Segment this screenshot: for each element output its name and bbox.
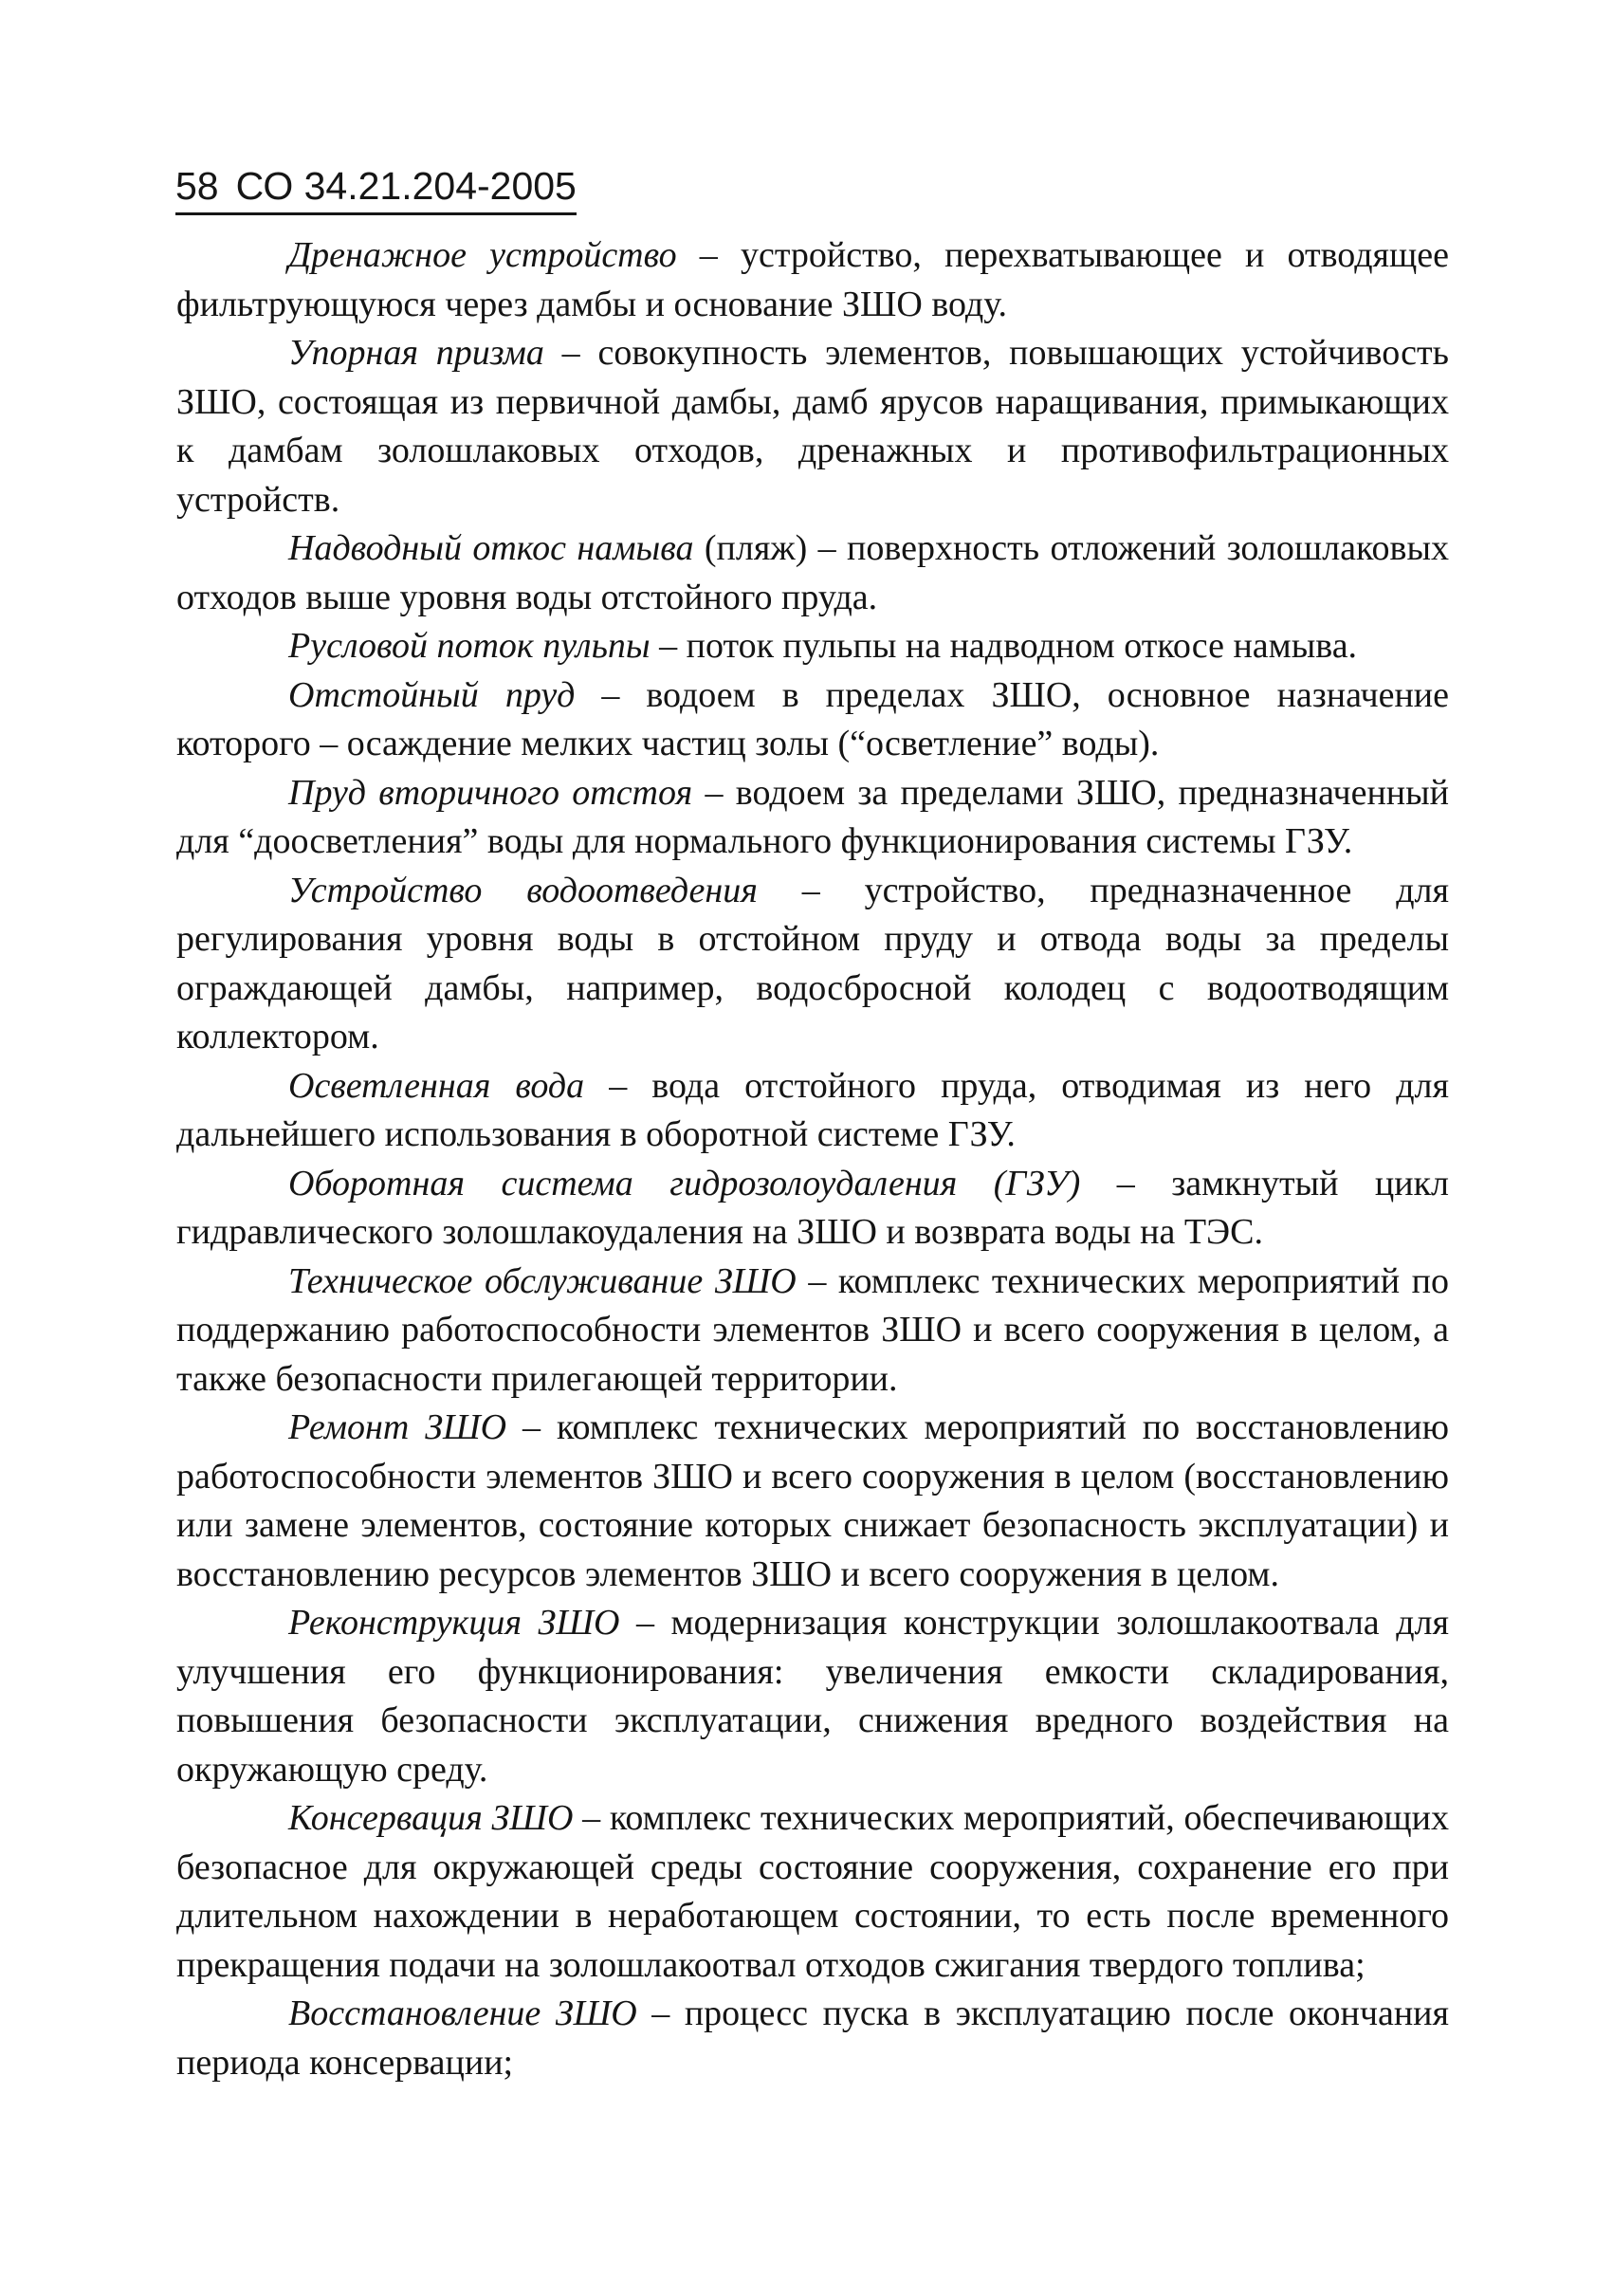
definition-text: – вода отстойного пруда, отводимая из него для дальнейшего использования в оборотной системе ГЗУ. xyxy=(176,1065,1449,1154)
definition-paragraph xyxy=(176,1160,1449,1258)
definition-paragraph xyxy=(176,524,1449,622)
definitions-list xyxy=(176,231,1449,2087)
definition-term: Оборотная система гидрозолоудаления (ГЗУ) xyxy=(288,1163,1081,1203)
page-header xyxy=(175,163,577,215)
definition-term: Отстойный пруд xyxy=(288,674,576,715)
definition-text: – комплекс технических мероприятий по поддержанию работоспособности элементов ЗШО и всего сооружения в целом, а также безопасности прилегающей территории. xyxy=(176,1260,1449,1399)
definition-term: Осветленная вода xyxy=(288,1065,585,1106)
definition-text: – водоем за пределами ЗШО, предназначенный для “доосветления” воды для нормального функционирования системы ГЗУ. xyxy=(176,772,1449,861)
definition-term: Реконструкция ЗШО xyxy=(288,1603,620,1643)
definition-paragraph xyxy=(176,671,1449,769)
definition-paragraph xyxy=(176,231,1449,329)
definition-paragraph xyxy=(176,1794,1449,1990)
definition-text: – комплекс технических мероприятий по восстановлению работоспособности элементов ЗШО и всего сооружения в целом (восстановлению или замене элементов, состояние которых снижает безопасность эксплуатации) и восстановлению ресурсов элементов ЗШО и всего сооружения в целом. xyxy=(176,1407,1449,1594)
definition-paragraph xyxy=(176,1258,1449,1405)
definition-term: Восстановление ЗШО xyxy=(288,1993,637,2033)
definition-term: Пруд вторичного отстоя xyxy=(288,772,693,813)
definition-paragraph xyxy=(176,1062,1449,1160)
definition-term: Техническое обслуживание ЗШО xyxy=(288,1260,797,1301)
definition-term: Надводный откос намыва xyxy=(288,528,694,568)
definition-term: Дренажное устройство xyxy=(288,235,677,275)
definition-text: – устройство, перехватывающее и отводящее фильтрующуюся через дамбы и основание ЗШО воду. xyxy=(176,235,1450,324)
definition-paragraph xyxy=(176,769,1449,867)
definition-text: (пляж) – поверхность отложений золошлаковых отходов выше уровня воды отстойного пруда. xyxy=(176,528,1449,617)
definition-text: – совокупность элементов, повышающих устойчивость ЗШО, состоящая из первичной дамбы, дамб ярусов наращивания, примыкающих к дамбам золошлаковых отходов, дренажных и противофильтрационных устройств. xyxy=(176,333,1449,520)
definition-paragraph xyxy=(176,1404,1449,1599)
definition-term: Устройство водоотведения xyxy=(288,870,758,910)
definition-text: – поток пульпы на надводном откосе намыва. xyxy=(650,626,1358,666)
definition-text: – комплекс технических мероприятий, обеспечивающих безопасное для окружающей среды состояние сооружения, сохранение его при длительном нахождении в неработающем состоянии, то есть после временного прекращения подачи на золошлакоотвал отходов сжигания твердого топлива; xyxy=(176,1798,1449,1985)
definition-text: – водоем в пределах ЗШО, основное назначение которого – осаждение мелких частиц золы (“осветление” воды). xyxy=(176,674,1449,763)
page-number: 58 xyxy=(175,164,219,208)
definition-paragraph xyxy=(176,1599,1449,1794)
definition-paragraph xyxy=(176,329,1449,524)
definition-paragraph xyxy=(176,622,1449,671)
definition-term: Консервация ЗШО xyxy=(288,1798,574,1838)
definition-term: Ремонт ЗШО xyxy=(288,1407,507,1447)
definition-paragraph xyxy=(176,1990,1449,2087)
definition-text: – модернизация конструкции золошлакоотвала для улучшения его функционирования: увеличения емкости складирования, повышения безопасности эксплуатации, снижения вредного воздействия на окружающую среду. xyxy=(176,1603,1449,1790)
definition-text: – устройство, предназначенное для регулирования уровня воды в отстойном пруду и отвода воды за пределы ограждающей дамбы, например, водосбросной колодец с водоотводящим коллектором. xyxy=(176,870,1449,1056)
definition-term: Упорная призма xyxy=(288,333,544,373)
definition-text: – процесс пуска в эксплуатацию после окончания периода консервации; xyxy=(176,1993,1449,2083)
definition-text: – замкнутый цикл гидравлического золошлакоудаления на ЗШО и возврата воды на ТЭС. xyxy=(176,1163,1449,1252)
definition-paragraph xyxy=(176,867,1449,1062)
document-code: СО 34.21.204-2005 xyxy=(235,164,577,208)
definition-term: Русловой поток пульпы xyxy=(288,626,651,666)
